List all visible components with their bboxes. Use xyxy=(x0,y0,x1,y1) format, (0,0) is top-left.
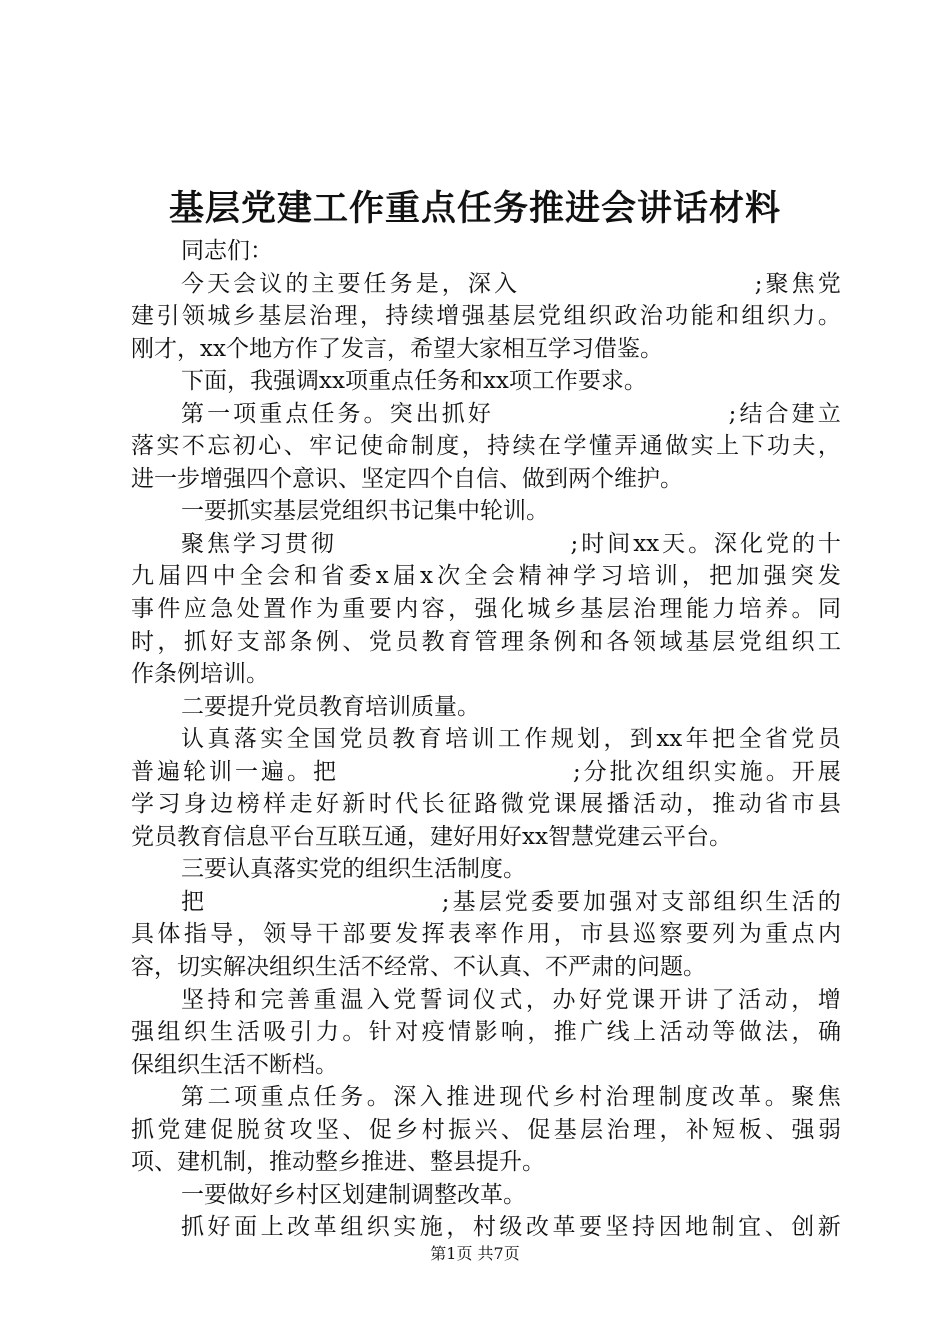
text-line: 认 真 落 实 全 国 党 员 教 育 培 训 工 作 规 划 ， 到 xx 年 把 全 省 党 员 xyxy=(181,726,841,753)
text-line: 一要抓实基层党组织书记集中轮训。 xyxy=(181,498,549,525)
text-line: 抓 好 面 上 改 革 组 织 实 施 ， 村 级 改 革 要 坚 持 因 地 制 宜 、 创 新 xyxy=(181,1214,841,1241)
text-line: 下面，我强调xx项重点任务和xx项工作要求。 xyxy=(181,368,647,395)
text-line: 九 届 四 中 全 会 和 省 委 x 届 x 次 全 会 精 神 学 习 培 训 ， 把 加 强 突 发 xyxy=(131,563,841,590)
text-line: 第 二 项 重 点 任 务 。 深 入 推 进 现 代 乡 村 治 理 制 度 改 革 。 聚 焦 xyxy=(181,1084,841,1111)
text-line: 建 引 领 城 乡 基 层 治 理 ， 持 续 增 强 基 层 党 组 织 政 治 功 能 和 组 织 力 。 xyxy=(131,303,841,330)
text-line: 容，切实解决组织生活不经常、不认真、不严肃的问题。 xyxy=(131,954,706,981)
page-footer: 第1页 共7页 xyxy=(430,1244,520,1263)
text-line: 抓 党 建 促 脱 贫 攻 坚 、 促 乡 村 振 兴 、 促 基 层 治 理 ， 补 短 板 、 强 弱 xyxy=(131,1116,841,1143)
text-line: 第 一 项 重 点 任 务 。 突 出 抓 好 ; 结 合 建 立 xyxy=(181,400,841,427)
text-line: 刚才，xx个地方作了发言，希望大家相互学习借鉴。 xyxy=(131,335,663,362)
text-line: 同志们： xyxy=(181,238,273,264)
text-line: 普 遍 轮 训 一 遍 。 把 ; 分 批 次 组 织 实 施 。 开 展 xyxy=(131,758,841,785)
text-line: 坚 持 和 完 善 重 温 入 党 誓 词 仪 式 ， 办 好 党 课 开 讲 了 活 动 ， 增 xyxy=(181,986,841,1013)
text-line: 作条例培训。 xyxy=(131,661,269,688)
document-title: 基层党建工作重点任务推进会讲话材料 xyxy=(168,188,781,229)
text-line: 保组织生活不断档。 xyxy=(131,1051,338,1078)
text-line: 聚 焦 学 习 贯 彻 ; 时 间 xx 天 。 深 化 党 的 十 xyxy=(181,530,841,557)
text-line: 落 实 不 忘 初 心 、 牢 记 使 命 制 度 ， 持 续 在 学 懂 弄 通 做 实 上 下 功 夫 ， xyxy=(131,433,841,460)
text-line: 进一步增强四个意识、坚定四个自信、做到两个维护。 xyxy=(131,465,683,492)
text-line: 二要提升党员教育培训质量。 xyxy=(181,693,480,720)
text-line: 把 ; 基 层 党 委 要 加 强 对 支 部 组 织 生 活 的 xyxy=(181,888,841,915)
text-line: 一要做好乡村区划建制调整改革。 xyxy=(181,1181,526,1208)
text-line: 学 习 身 边 榜 样 走 好 新 时 代 长 征 路 微 党 课 展 播 活 动 ， 推 动 省 市 县 xyxy=(131,791,841,818)
text-line: 党员教育信息平台互联互通，建好用好xx智慧党建云平台。 xyxy=(131,823,732,850)
text-line: 今 天 会 议 的 主 要 任 务 是 ， 深 入 ; 聚 焦 党 xyxy=(181,270,841,297)
text-line: 具 体 指 导 ， 领 导 干 部 要 发 挥 表 率 作 用 ， 市 县 巡 察 要 列 为 重 点 内 xyxy=(131,921,841,948)
text-line: 项、建机制，推动整乡推进、整县提升。 xyxy=(131,1149,545,1176)
text-line: 三要认真落实党的组织生活制度。 xyxy=(181,856,526,883)
document-body xyxy=(131,235,841,1244)
text-line: 时 ， 抓 好 支 部 条 例 、 党 员 教 育 管 理 条 例 和 各 领 域 基 层 党 组 织 工 xyxy=(131,628,841,655)
text-line: 事 件 应 急 处 置 作 为 重 要 内 容 ， 强 化 城 乡 基 层 治 理 能 力 培 养 。 同 xyxy=(131,596,841,623)
text-line: 强 组 织 生 活 吸 引 力 。 针 对 疫 情 影 响 ， 推 广 线 上 活 动 等 做 法 ， 确 xyxy=(131,1019,841,1046)
